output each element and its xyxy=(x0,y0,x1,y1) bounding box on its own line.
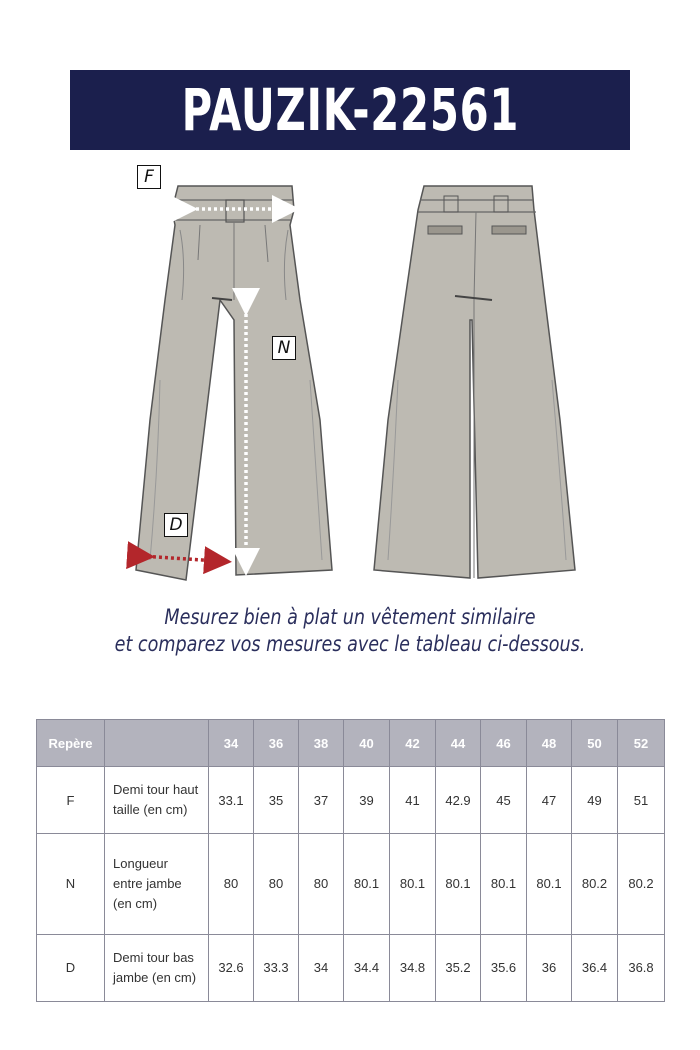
caption-line-1: Mesurez bien à plat un vêtement similaire xyxy=(164,605,536,629)
row-description: Demi tour haut taille (en cm) xyxy=(105,767,209,834)
table-row xyxy=(37,934,665,1001)
header-cell: 36 xyxy=(254,720,299,767)
cell-value: 34 xyxy=(299,934,344,1001)
cell-value: 36 xyxy=(527,934,572,1001)
cell-value: 36.4 xyxy=(572,934,618,1001)
row-mark: D xyxy=(37,934,105,1001)
label-f: F xyxy=(137,165,161,189)
cell-value: 35.6 xyxy=(481,934,527,1001)
header-cell: 40 xyxy=(344,720,390,767)
cell-value: 34.8 xyxy=(390,934,436,1001)
header-cell: 42 xyxy=(390,720,436,767)
cell-value: 42.9 xyxy=(436,767,481,834)
cell-value: 80.2 xyxy=(572,834,618,934)
title-banner xyxy=(70,70,630,150)
cell-value: 80.1 xyxy=(527,834,572,934)
row-description: Demi tour bas jambe (en cm) xyxy=(105,934,209,1001)
label-d: D xyxy=(164,513,188,537)
caption-line-2: et comparez vos mesures avec le tableau ci-dessous. xyxy=(114,632,586,656)
cell-value: 35.2 xyxy=(436,934,481,1001)
cell-value: 37 xyxy=(299,767,344,834)
header-cell: 34 xyxy=(209,720,254,767)
header-cell: 46 xyxy=(481,720,527,767)
row-description: Longueur entre jambe (en cm) xyxy=(105,834,209,934)
header-cell: 52 xyxy=(618,720,665,767)
table-row xyxy=(37,767,665,834)
header-cell: 50 xyxy=(572,720,618,767)
cell-value: 80.1 xyxy=(390,834,436,934)
cell-value: 80.1 xyxy=(481,834,527,934)
cell-value: 36.8 xyxy=(618,934,665,1001)
header-cell: 48 xyxy=(527,720,572,767)
label-n: N xyxy=(272,336,296,360)
header-cell xyxy=(105,720,209,767)
measure-instructions xyxy=(0,604,700,658)
cell-value: 80.1 xyxy=(344,834,390,934)
table-header-row xyxy=(37,720,665,767)
table-row xyxy=(37,834,665,934)
cell-value: 39 xyxy=(344,767,390,834)
cell-value: 80 xyxy=(299,834,344,934)
cell-value: 80.1 xyxy=(436,834,481,934)
cell-value: 80.2 xyxy=(618,834,665,934)
header-cell: 44 xyxy=(436,720,481,767)
pants-illustration xyxy=(0,160,700,590)
row-mark: N xyxy=(37,834,105,934)
cell-value: 41 xyxy=(390,767,436,834)
cell-value: 45 xyxy=(481,767,527,834)
cell-value: 80 xyxy=(209,834,254,934)
cell-value: 80 xyxy=(254,834,299,934)
size-table xyxy=(36,719,665,1002)
header-cell: 38 xyxy=(299,720,344,767)
product-title: PAUZIK-22561 xyxy=(181,76,519,144)
cell-value: 33.3 xyxy=(254,934,299,1001)
row-mark: F xyxy=(37,767,105,834)
cell-value: 49 xyxy=(572,767,618,834)
cell-value: 51 xyxy=(618,767,665,834)
cell-value: 33.1 xyxy=(209,767,254,834)
cell-value: 32.6 xyxy=(209,934,254,1001)
cell-value: 47 xyxy=(527,767,572,834)
header-cell: Repère xyxy=(37,720,105,767)
cell-value: 35 xyxy=(254,767,299,834)
cell-value: 34.4 xyxy=(344,934,390,1001)
pants-back-view xyxy=(374,186,575,578)
